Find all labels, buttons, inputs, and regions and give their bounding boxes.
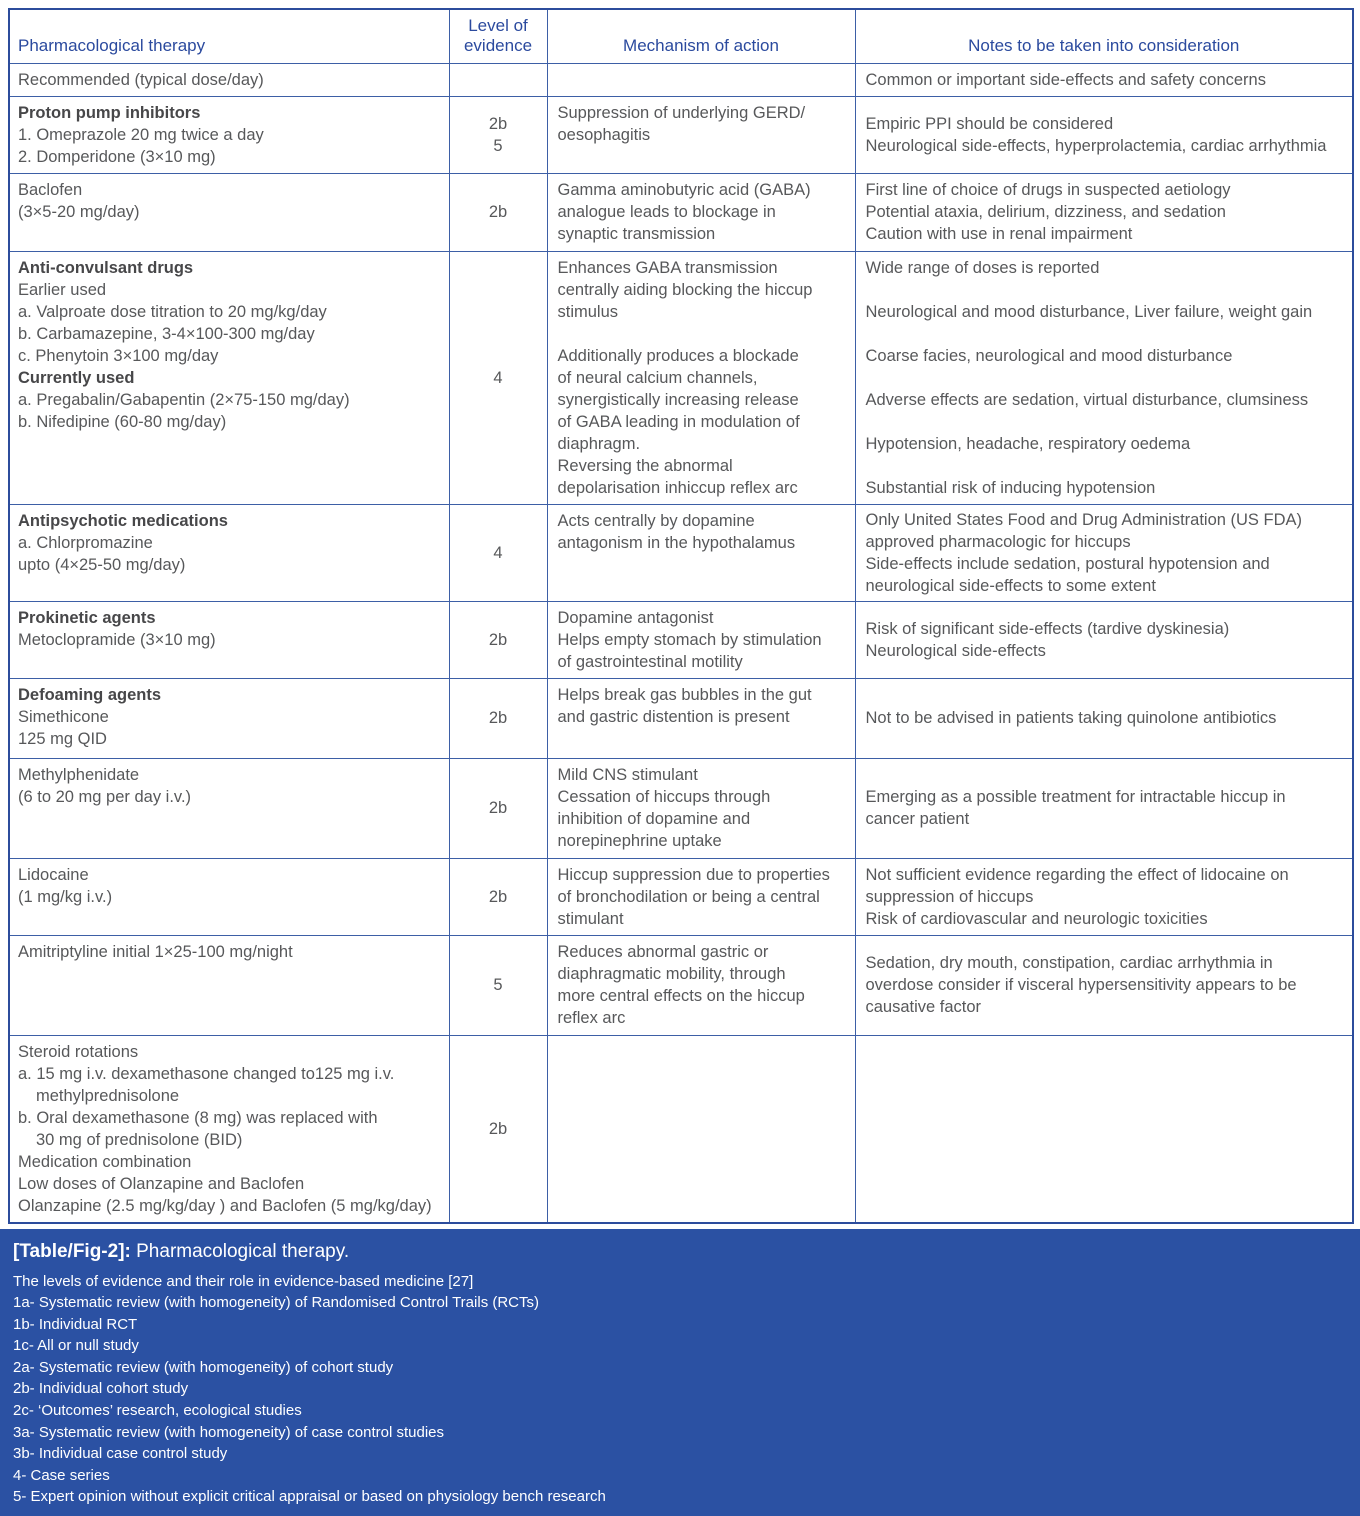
- mechanism-cell: [547, 935, 855, 1035]
- text-line: Neurological side-effects, hyperprolactemia, cardiac arrhythmia: [866, 135, 1345, 157]
- text-line: 2b: [454, 201, 543, 223]
- text-line: Anti-convulsant drugs: [18, 257, 441, 279]
- text-line: 4: [454, 367, 543, 389]
- text-line: synaptic transmission: [558, 223, 847, 245]
- text-line: a. Pregabalin/Gabapentin (2×75-150 mg/day): [18, 389, 441, 411]
- table-wrapper: [8, 8, 1352, 1224]
- text-line: [866, 411, 1345, 433]
- text-line: Enhances GABA transmission: [558, 257, 847, 279]
- therapy-cell: [9, 678, 449, 758]
- notes-cell: [855, 504, 1353, 601]
- table-row: [9, 1035, 1353, 1223]
- header-row: [9, 9, 1353, 63]
- text-line: Gamma aminobutyric acid (GABA): [558, 179, 847, 201]
- text-line: c. Phenytoin 3×100 mg/day: [18, 345, 441, 367]
- therapy-cell: [9, 504, 449, 601]
- mechanism-cell: [547, 858, 855, 935]
- text-line: Hypotension, headache, respiratory oedema: [866, 433, 1345, 455]
- text-line: Baclofen: [18, 179, 441, 201]
- notes-cell: [855, 173, 1353, 251]
- table-row: [9, 173, 1353, 251]
- text-line: 5: [454, 135, 543, 157]
- text-line: norepinephrine uptake: [558, 830, 847, 852]
- therapy-cell: [9, 601, 449, 678]
- text-line: Suppression of underlying GERD/: [558, 102, 847, 124]
- text-line: Wide range of doses is reported: [866, 257, 1345, 279]
- level-cell: [449, 935, 547, 1035]
- legend-line: 1a- Systematic review (with homogeneity) of Randomised Control Trails (RCTs): [13, 1292, 1346, 1314]
- text-line: overdose consider if visceral hypersensitivity appears to be: [866, 974, 1345, 996]
- text-line: Risk of significant side-effects (tardive dyskinesia): [866, 618, 1345, 640]
- text-line: Helps empty stomach by stimulation: [558, 629, 847, 651]
- text-line: 2b: [454, 797, 543, 819]
- text-line: b. Oral dexamethasone (8 mg) was replaced with: [18, 1107, 441, 1129]
- legend-line: 2a- Systematic review (with homogeneity) of cohort study: [13, 1357, 1346, 1379]
- text-line: methylprednisolone: [18, 1085, 441, 1107]
- text-line: Low doses of Olanzapine and Baclofen: [18, 1173, 441, 1195]
- text-line: of GABA leading in modulation of: [558, 411, 847, 433]
- legend-line: The levels of evidence and their role in evidence-based medicine [27]: [13, 1271, 1346, 1293]
- text-line: Additionally produces a blockade: [558, 345, 847, 367]
- text-line: 2b: [454, 629, 543, 651]
- text-line: Helps break gas bubbles in the gut: [558, 684, 847, 706]
- caption-label: [Table/Fig-2]:: [13, 1241, 131, 1262]
- text-line: Hiccup suppression due to properties: [558, 864, 847, 886]
- text-line: Neurological side-effects: [866, 640, 1345, 662]
- level-cell: [449, 858, 547, 935]
- caption-line: [13, 1240, 1346, 1264]
- text-line: Not sufficient evidence regarding the effect of lidocaine on: [866, 864, 1345, 886]
- level-cell: [449, 504, 547, 601]
- table-row: [9, 758, 1353, 858]
- text-line: stimulant: [558, 908, 847, 930]
- mechanism-cell: [547, 678, 855, 758]
- legend-line: 2c- ‘Outcomes’ research, ecological studies: [13, 1400, 1346, 1422]
- mechanism-cell: [547, 251, 855, 504]
- text-line: Reduces abnormal gastric or: [558, 941, 847, 963]
- text-line: inhibition of dopamine and: [558, 808, 847, 830]
- notes-cell: [855, 678, 1353, 758]
- table-row: [9, 935, 1353, 1035]
- level-cell: [449, 173, 547, 251]
- text-line: Defoaming agents: [18, 684, 441, 706]
- notes-cell: [855, 1035, 1353, 1223]
- column-header-pharmacological-therapy: Pharmacological therapy: [9, 9, 449, 63]
- mechanism-cell: [547, 601, 855, 678]
- table-row: [9, 251, 1353, 504]
- text-line: Simethicone: [18, 706, 441, 728]
- text-line: Risk of cardiovascular and neurologic toxicities: [866, 908, 1345, 930]
- text-line: 5: [454, 974, 543, 996]
- text-line: 30 mg of prednisolone (BID): [18, 1129, 441, 1151]
- text-line: Side-effects include sedation, postural hypotension and: [866, 553, 1345, 575]
- text-line: more central effects on the hiccup: [558, 985, 847, 1007]
- text-line: Antipsychotic medications: [18, 510, 441, 532]
- therapy-cell: [9, 758, 449, 858]
- table-row: [9, 601, 1353, 678]
- text-line: neurological side-effects to some extent: [866, 575, 1345, 597]
- text-line: diaphragmatic mobility, through: [558, 963, 847, 985]
- level-cell: [449, 601, 547, 678]
- therapy-cell: [9, 935, 449, 1035]
- caption-title: Pharmacological therapy.: [131, 1241, 349, 1262]
- text-line: oesophagitis: [558, 124, 847, 146]
- legend-line: 1c- All or null study: [13, 1335, 1346, 1357]
- text-line: [866, 323, 1345, 345]
- text-line: and gastric distention is present: [558, 706, 847, 728]
- mechanism-cell: [547, 63, 855, 96]
- notes-cell: [855, 96, 1353, 173]
- column-header-notes: Notes to be taken into consideration: [855, 9, 1353, 63]
- table-body: [9, 63, 1353, 1223]
- text-line: Emerging as a possible treatment for intractable hiccup in: [866, 786, 1345, 808]
- level-cell: [449, 251, 547, 504]
- text-line: [866, 367, 1345, 389]
- notes-cell: [855, 63, 1353, 96]
- text-line: of neural calcium channels,: [558, 367, 847, 389]
- text-line: a. 15 mg i.v. dexamethasone changed to125 mg i.v.: [18, 1063, 441, 1085]
- mechanism-cell: [547, 1035, 855, 1223]
- text-line: antagonism in the hypothalamus: [558, 532, 847, 554]
- notes-cell: [855, 251, 1353, 504]
- text-line: 2. Domperidone (3×10 mg): [18, 146, 441, 168]
- therapy-cell: [9, 858, 449, 935]
- therapy-cell: [9, 96, 449, 173]
- therapy-cell: [9, 173, 449, 251]
- text-line: 2b: [454, 1118, 543, 1140]
- mechanism-cell: [547, 173, 855, 251]
- text-line: diaphragm.: [558, 433, 847, 455]
- mechanism-cell: [547, 504, 855, 601]
- legend-line: 4- Case series: [13, 1465, 1346, 1487]
- evidence-legend: [13, 1271, 1346, 1509]
- mechanism-cell: [547, 758, 855, 858]
- text-line: of bronchodilation or being a central: [558, 886, 847, 908]
- text-line: 1. Omeprazole 20 mg twice a day: [18, 124, 441, 146]
- text-line: 2b: [454, 707, 543, 729]
- text-line: Adverse effects are sedation, virtual disturbance, clumsiness: [866, 389, 1345, 411]
- text-line: Amitriptyline initial 1×25-100 mg/night: [18, 941, 441, 963]
- text-line: First line of choice of drugs in suspected aetiology: [866, 179, 1345, 201]
- text-line: 125 mg QID: [18, 728, 441, 750]
- text-line: Methylphenidate: [18, 764, 441, 786]
- text-line: causative factor: [866, 996, 1345, 1018]
- pharmacological-therapy-table: [8, 8, 1354, 1224]
- text-line: Lidocaine: [18, 864, 441, 886]
- notes-cell: [855, 601, 1353, 678]
- text-line: synergistically increasing release: [558, 389, 847, 411]
- text-line: Mild CNS stimulant: [558, 764, 847, 786]
- notes-cell: [855, 758, 1353, 858]
- text-line: centrally aiding blocking the hiccup: [558, 279, 847, 301]
- table-row: [9, 678, 1353, 758]
- text-line: Olanzapine (2.5 mg/kg/day ) and Baclofen (5 mg/kg/day): [18, 1195, 441, 1217]
- text-line: b. Nifedipine (60-80 mg/day): [18, 411, 441, 433]
- text-line: Coarse facies, neurological and mood disturbance: [866, 345, 1345, 367]
- table-caption-block: [0, 1229, 1360, 1516]
- text-line: approved pharmacologic for hiccups: [866, 531, 1345, 553]
- text-line: Cessation of hiccups through: [558, 786, 847, 808]
- text-line: Recommended (typical dose/day): [18, 69, 441, 91]
- text-line: 2b: [454, 113, 543, 135]
- text-line: Metoclopramide (3×10 mg): [18, 629, 441, 651]
- text-line: analogue leads to blockage in: [558, 201, 847, 223]
- level-cell: [449, 758, 547, 858]
- level-cell: [449, 96, 547, 173]
- text-line: 4: [454, 542, 543, 564]
- text-line: b. Carbamazepine, 3-4×100-300 mg/day: [18, 323, 441, 345]
- text-line: Not to be advised in patients taking quinolone antibiotics: [866, 707, 1345, 729]
- text-line: [866, 279, 1345, 301]
- text-line: Steroid rotations: [18, 1041, 441, 1063]
- text-line: (1 mg/kg i.v.): [18, 886, 441, 908]
- legend-line: 3a- Systematic review (with homogeneity) of case control studies: [13, 1422, 1346, 1444]
- table-row: [9, 63, 1353, 96]
- text-line: 2b: [454, 886, 543, 908]
- text-line: Sedation, dry mouth, constipation, cardiac arrhythmia in: [866, 952, 1345, 974]
- column-header-mechanism-of-action: Mechanism of action: [547, 9, 855, 63]
- text-line: Only United States Food and Drug Administration (US FDA): [866, 509, 1345, 531]
- legend-line: 1b- Individual RCT: [13, 1314, 1346, 1336]
- text-line: stimulus: [558, 301, 847, 323]
- level-cell: [449, 678, 547, 758]
- therapy-cell: [9, 251, 449, 504]
- level-cell: [449, 63, 547, 96]
- text-line: (6 to 20 mg per day i.v.): [18, 786, 441, 808]
- text-line: suppression of hiccups: [866, 886, 1345, 908]
- text-line: cancer patient: [866, 808, 1345, 830]
- text-line: Caution with use in renal impairment: [866, 223, 1345, 245]
- text-line: Prokinetic agents: [18, 607, 441, 629]
- notes-cell: [855, 935, 1353, 1035]
- text-line: [866, 455, 1345, 477]
- text-line: depolarisation inhiccup reflex arc: [558, 477, 847, 499]
- text-line: Acts centrally by dopamine: [558, 510, 847, 532]
- mechanism-cell: [547, 96, 855, 173]
- therapy-cell: [9, 63, 449, 96]
- text-line: Neurological and mood disturbance, Liver failure, weight gain: [866, 301, 1345, 323]
- text-line: Substantial risk of inducing hypotension: [866, 477, 1345, 499]
- legend-line: 5- Expert opinion without explicit critical appraisal or based on physiology bench research: [13, 1486, 1346, 1508]
- text-line: Reversing the abnormal: [558, 455, 847, 477]
- text-line: Potential ataxia, delirium, dizziness, and sedation: [866, 201, 1345, 223]
- text-line: a. Chlorpromazine: [18, 532, 441, 554]
- therapy-cell: [9, 1035, 449, 1223]
- text-line: reflex arc: [558, 1007, 847, 1029]
- text-line: Earlier used: [18, 279, 441, 301]
- text-line: a. Valproate dose titration to 20 mg/kg/day: [18, 301, 441, 323]
- table-row: [9, 96, 1353, 173]
- text-line: upto (4×25-50 mg/day): [18, 554, 441, 576]
- text-line: Medication combination: [18, 1151, 441, 1173]
- text-line: Proton pump inhibitors: [18, 102, 441, 124]
- text-line: (3×5-20 mg/day): [18, 201, 441, 223]
- notes-cell: [855, 858, 1353, 935]
- table-row: [9, 858, 1353, 935]
- text-line: Common or important side-effects and safety concerns: [866, 69, 1345, 91]
- text-line: [558, 323, 847, 345]
- text-line: Empiric PPI should be considered: [866, 113, 1345, 135]
- text-line: Currently used: [18, 367, 441, 389]
- text-line: of gastrointestinal motility: [558, 651, 847, 673]
- legend-line: 3b- Individual case control study: [13, 1443, 1346, 1465]
- legend-line: 2b- Individual cohort study: [13, 1378, 1346, 1400]
- text-line: Dopamine antagonist: [558, 607, 847, 629]
- table-row: [9, 504, 1353, 601]
- level-cell: [449, 1035, 547, 1223]
- column-header-level-of-evidence: Level of evidence: [449, 9, 547, 63]
